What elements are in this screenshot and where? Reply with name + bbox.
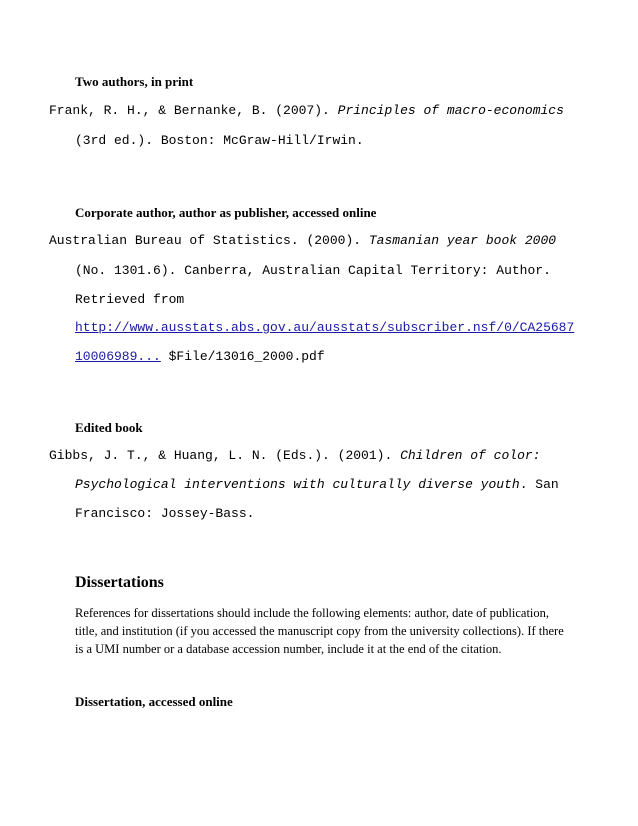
citation-line: Australian Bureau of Statistics. (2000). Tasmanian year book 2000 bbox=[49, 233, 557, 248]
entry-heading: Two authors, in print bbox=[75, 74, 194, 89]
entry-heading: Edited book bbox=[75, 420, 143, 435]
citation-line bbox=[75, 320, 574, 335]
url-link[interactable]: http://www.ausstats.abs.gov.au/ausstats/subscriber.nsf/0/CA25687 bbox=[75, 320, 575, 335]
citation-line: Gibbs, J. T., & Huang, L. N. (Eds.). (2001). Children of color: bbox=[49, 448, 541, 463]
citation-line: Psychological interventions with culturally diverse youth. San bbox=[75, 477, 559, 492]
entry-heading: Dissertation, accessed online bbox=[75, 694, 233, 709]
citation-line: Francisco: Jossey-Bass. bbox=[75, 506, 255, 521]
citation-line: (3rd ed.). Boston: McGraw-Hill/Irwin. bbox=[75, 133, 364, 148]
section-paragraph: References for dissertations should include the following elements: author, date of publication, title, and institution (if you accessed the manuscript copy from the university collections). If there is a UMI number or a database accession number, include it at the end of the citation. bbox=[75, 606, 564, 656]
url-link[interactable]: 10006989... bbox=[75, 349, 161, 364]
citation-line: Retrieved from bbox=[75, 292, 185, 307]
citation-line: 10006989... $File/13016_2000.pdf bbox=[75, 349, 325, 364]
citation-line: Frank, R. H., & Bernanke, B. (2007). Principles of macro-economics bbox=[49, 103, 564, 118]
section-title: Dissertations bbox=[75, 574, 164, 591]
entry-heading: Corporate author, author as publisher, accessed online bbox=[75, 205, 377, 220]
citation-line: (No. 1301.6). Canberra, Australian Capital Territory: Author. bbox=[75, 263, 551, 278]
